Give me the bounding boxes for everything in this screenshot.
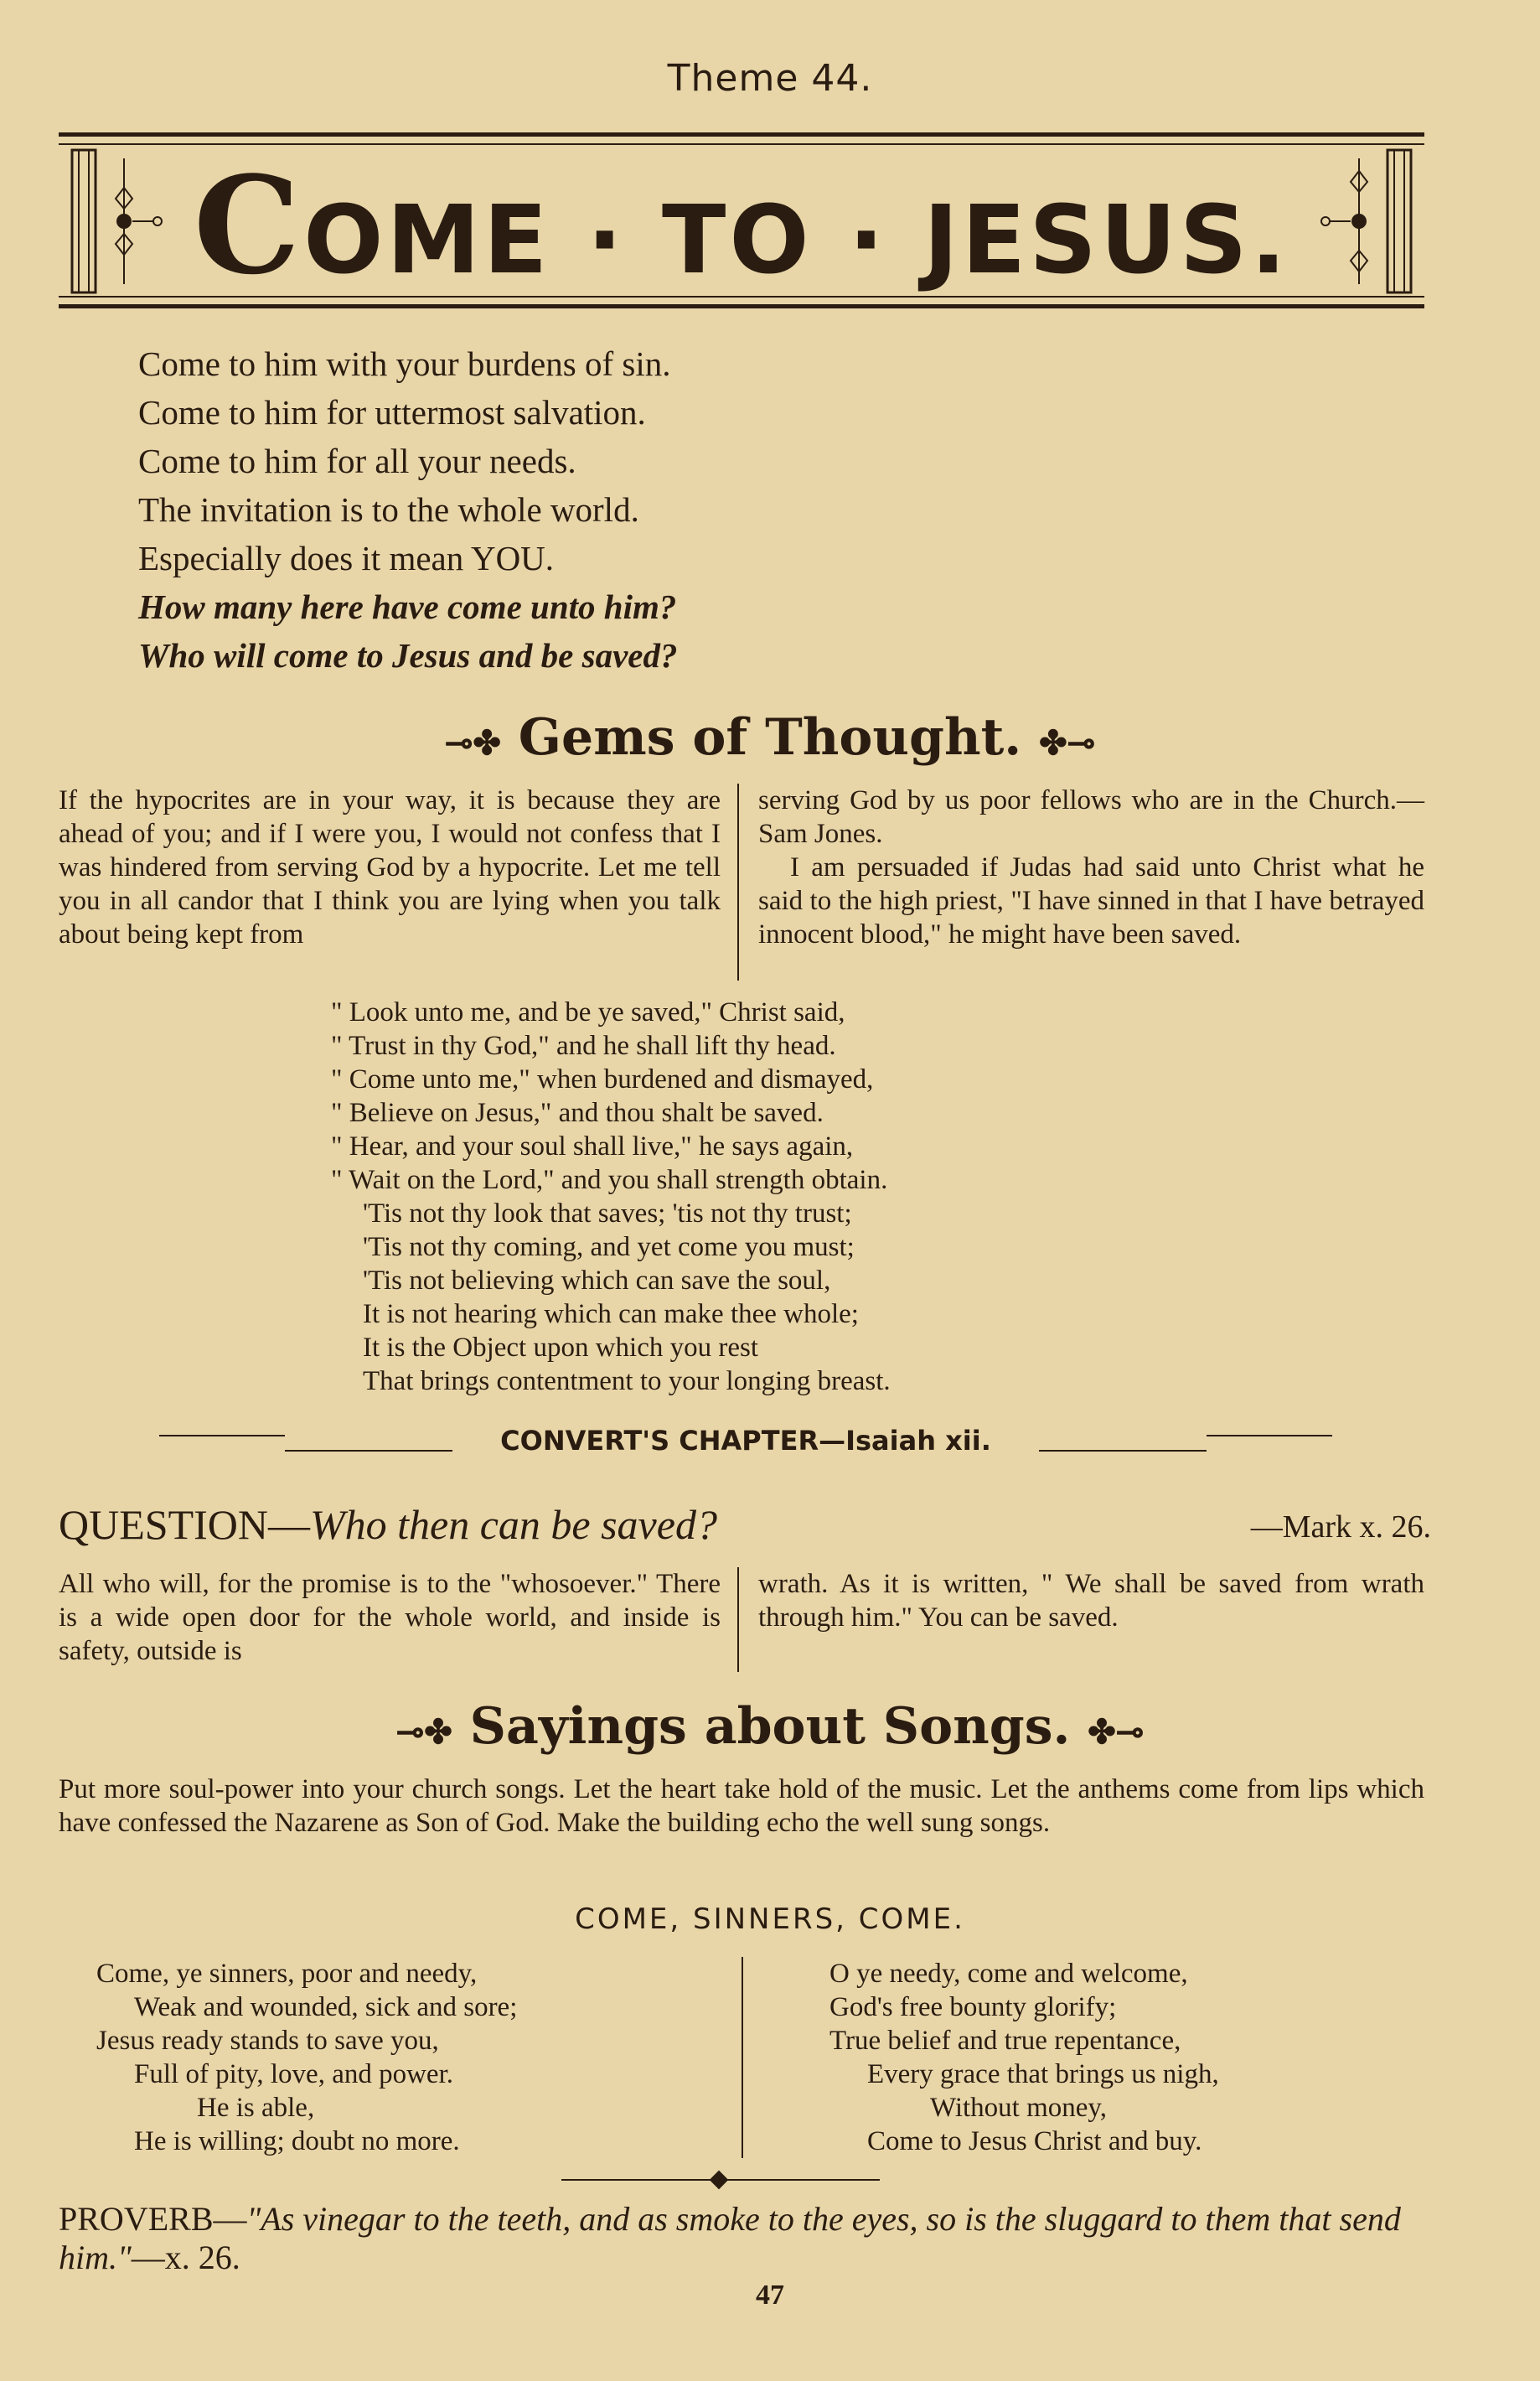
gems-heading: ⊸✤ Gems of Thought. ✤⊸ bbox=[444, 708, 1096, 767]
songs-intro: Put more soul-power into your church songs. Let the heart take hold of the music. Let the anthems come from lips which have confessed the Nazarene as Son of God. Make the building echo the well sung songs. bbox=[59, 1774, 1424, 1838]
intro-question: Who will come to Jesus and be saved? bbox=[138, 636, 678, 675]
proverb: PROVERB—"As vinegar to the teeth, and as smoke to the eyes, so is the sluggard to them that send him."—x. 26. bbox=[59, 2200, 1401, 2276]
page-number: 47 bbox=[756, 2280, 784, 2311]
hymn-stanza-left: Come, ye sinners, poor and needy, Weak and wounded, sick and sore; Jesus ready stands to save you, Full of pity, love, and power. He is able, He is willing; doubt no more. bbox=[96, 1959, 518, 2156]
intro-line: Come to him for all your needs. bbox=[138, 442, 576, 480]
hymn-title: COME, SINNERS, COME. bbox=[575, 1902, 965, 1936]
intro-line: Come to him with your burdens of sin. bbox=[138, 344, 671, 383]
intro-line: Especially does it mean YOU. bbox=[138, 539, 555, 577]
gems-right-column: serving God by us poor fellows who are in the Church.—Sam Jones. I am persuaded if Judas had said unto Christ what he said to the high priest, "I have sinned in that I have betrayed innocent blood," he might have been saved. bbox=[758, 785, 1424, 950]
intro-line: Come to him for uttermost salvation. bbox=[138, 393, 646, 432]
intro-question: How many here have come unto him? bbox=[138, 587, 677, 626]
songs-heading: ⊸✤ Sayings about Songs. ✤⊸ bbox=[395, 1697, 1145, 1756]
question-right-column: wrath. As it is written, " We shall be saved from wrath through him." You can be saved. bbox=[758, 1569, 1424, 1633]
question-heading: QUESTION—Who then can be saved? bbox=[59, 1501, 717, 1548]
question-left-column: All who will, for the promise is to the "whosoever." There is a wide open door for the whole world, and inside is safety, outside is bbox=[59, 1569, 721, 1666]
gems-left-column: If the hypocrites are in your way, it is because they are ahead of you; and if I were you, I would not confess that I was hindered from serving God by a hypocrite. Let me tell you in all candor that I think you are lying when you talk about being kept from bbox=[59, 785, 721, 950]
poem: " Look unto me, and be ye saved," Christ said, " Trust in thy God," and he shall lift thy head. " Come unto me," when burdened and dismayed, " Believe on Jesus," and thou shalt be saved. " Hear, and your soul shall live," he says again, " Wait on the Lord," and you shall strength obtain. 'Tis not thy look that saves; 'tis not thy trust; 'Tis not thy coming, and yet come you must; 'Tis not believing which can save the soul, It is not hearing which can make thee whole; It is the Object upon which you rest That brings contentment to your longing breast. bbox=[331, 997, 891, 1396]
chapter-label: CONVERT'S CHAPTER—Isaiah xii. bbox=[500, 1425, 991, 1457]
question-reference: —Mark x. 26. bbox=[1250, 1509, 1431, 1545]
chapter-divider bbox=[159, 1425, 1332, 1475]
title-banner bbox=[59, 132, 1424, 308]
intro-line: The invitation is to the whole world. bbox=[138, 490, 639, 529]
divider-diamond-icon bbox=[710, 2171, 729, 2190]
column-divider bbox=[737, 1567, 739, 1672]
column-divider bbox=[737, 784, 739, 981]
page-title: COME · TO · JESUS. bbox=[193, 147, 1290, 304]
intro-lines bbox=[138, 339, 677, 680]
theme-number: Theme 44. bbox=[667, 57, 873, 100]
column-divider bbox=[742, 1957, 743, 2158]
hymn-stanza-right: O ye needy, come and welcome, God's free bounty glorify; True belief and true repentance, Every grace that brings us nigh, Without money, Come to Jesus Christ and buy. bbox=[829, 1959, 1219, 2156]
